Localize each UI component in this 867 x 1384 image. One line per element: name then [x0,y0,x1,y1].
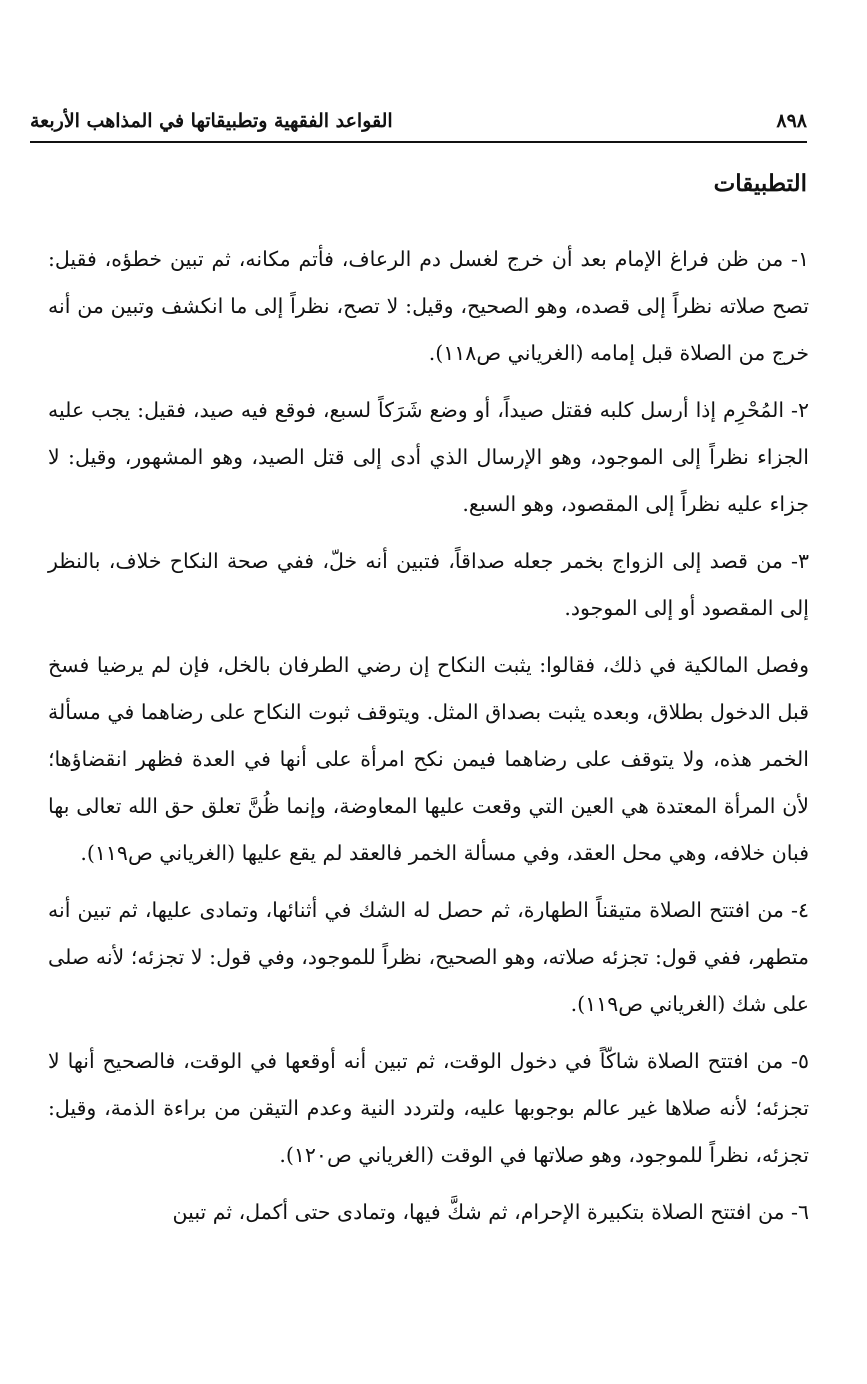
paragraph-1: ١- من ظن فراغ الإمام بعد أن خرج لغسل دم الرعاف، فأتم مكانه، ثم تبين خطؤه، فقيل: تصح صلاته نظراً إلى قصده، وهو الصحيح، وقيل: لا تصح، نظراً إلى ما انكشف وتبين من أنه خرج من الصلاة قبل إمامه (الغرياني ص١١٨). [48,247,809,365]
section-heading: التطبيقات [713,170,807,197]
page-number: ٨٩٨ [776,110,807,132]
paragraph-4: وفصل المالكية في ذلك، فقالوا: يثبت النكاح إن رضي الطرفان بالخل، فإن لم يرضيا فسخ قبل الدخول بطلاق، وبعده يثبت بصداق المثل. ويتوقف ثبوت النكاح على رضاهما في مسألة الخمر هذه، ولا يتوقف على رضاهما فيمن نكح امرأة على أنها في العدة فظهر انقضاؤها؛ لأن المرأة المعتدة هي العين التي وقعت عليها المعاوضة، وإنما ظُنَّ تعلق حق الله تعالى بها فبان خلافه، وهي محل العقد، وفي مسألة الخمر فالعقد لم يقع عليها (الغرياني ص١١٩). [48,653,809,865]
running-header [30,104,807,138]
paragraph-6: ٥- من افتتح الصلاة شاكّاً في دخول الوقت، ثم تبين أنه أوقعها في الوقت، فالصحيح أنها لا تجزئه؛ لأنه صلاها غير عالم بوجوبها عليه، ولتردد النية وعدم التيقن من براءة الذمة، وقيل: تجزئه، نظراً للموجود، وهو صلاتها في الوقت (الغرياني ص١٢٠). [48,1049,809,1167]
paragraph-2: ٢- المُحْرِم إذا أرسل كلبه فقتل صيداً، أو وضع شَرَكاً لسبع، فوقع فيه صيد، فقيل: يجب عليه الجزاء نظراً إلى الموجود، وهو الإرسال الذي أدى إلى قتل الصيد، وهو المشهور، وقيل: لا جزاء عليه نظراً إلى المقصود، وهو السبع. [48,398,809,516]
book-title: القواعد الفقهية وتطبيقاتها في المذاهب الأربعة [30,110,393,132]
paragraph-7: ٦- من افتتح الصلاة بتكبيرة الإحرام، ثم شكَّ فيها، وتمادى حتى أكمل، ثم تبين [172,1200,809,1224]
body-text [48,236,809,1246]
paragraph-5: ٤- من افتتح الصلاة متيقناً الطهارة، ثم حصل له الشك في أثنائها، وتمادى عليها، ثم تبين أنه متطهر، ففي قول: تجزئه صلاته، وهو الصحيح، نظراً للموجود، وفي قول: لا تجزئه؛ لأنه صلى على شك (الغرياني ص١١٩). [48,898,809,1016]
paragraph-3: ٣- من قصد إلى الزواج بخمر جعله صداقاً، فتبين أنه خلّ، ففي صحة النكاح خلاف، بالنظر إلى المقصود أو إلى الموجود. [48,549,809,620]
header-rule [30,141,807,143]
